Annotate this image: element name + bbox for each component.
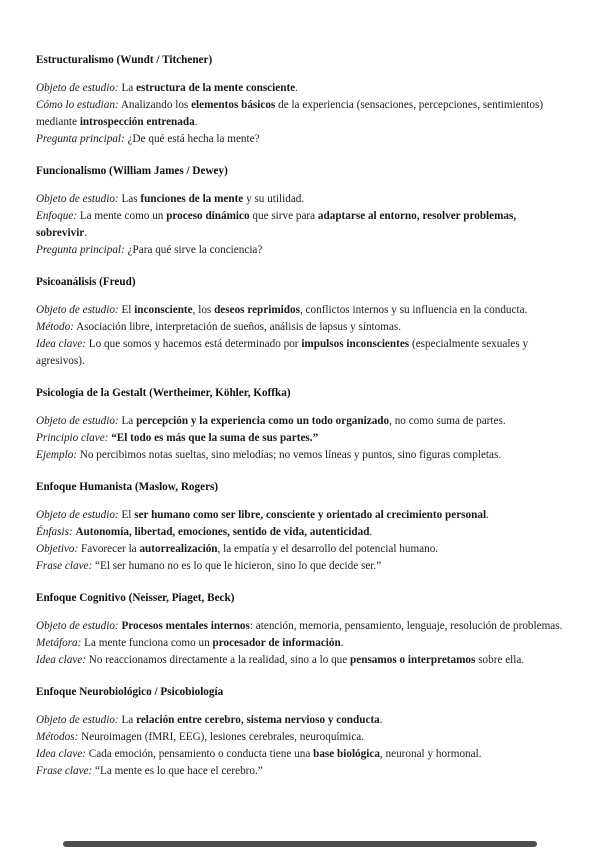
text-run: Neuroimagen (fMRI, EEG), lesiones cerebrales, neuroquímica. — [78, 731, 365, 743]
text-run: La mente funciona como un — [81, 637, 213, 649]
paragraph — [36, 712, 564, 729]
emphasis-text: Autonomía, libertad, emociones, sentido de vida, autenticidad — [75, 526, 370, 538]
field-label: Objeto de estudio: — [36, 620, 119, 632]
document-sections — [36, 52, 564, 780]
field-label: Pregunta principal: — [36, 133, 125, 145]
paragraph — [36, 729, 564, 746]
text-run: La — [118, 714, 137, 726]
text-run: , los — [192, 304, 215, 316]
emphasis-text: adaptarse al entorno, resolver problemas, sobrevivir — [36, 210, 517, 239]
paragraph — [36, 97, 564, 131]
paragraph — [36, 507, 564, 524]
emphasis-text: base biológica — [313, 748, 380, 760]
text-run: (especialmente sexuales y agresivos). — [36, 338, 529, 367]
paragraph — [36, 635, 564, 652]
section-title: Enfoque Humanista (Maslow, Rogers) — [36, 481, 219, 493]
text-run: El — [118, 304, 135, 316]
text-run: sobre ella. — [475, 654, 525, 666]
text-run: . — [340, 637, 344, 649]
section — [36, 590, 564, 669]
text-run: , conflictos internos y su influencia en la conducta. — [299, 304, 528, 316]
section — [36, 163, 564, 259]
paragraph — [36, 558, 564, 575]
section — [36, 479, 564, 575]
emphasis-text: impulsos inconscientes — [301, 338, 410, 350]
section-title: Psicoanálisis (Freud) — [36, 276, 136, 288]
text-run: . — [369, 526, 373, 538]
text-run: , no como suma de partes. — [389, 415, 506, 427]
horizontal-scrollbar-thumb[interactable] — [63, 841, 537, 847]
text-run: que sirve para — [249, 210, 318, 222]
field-label: Frase clave: — [36, 765, 93, 777]
emphasis-text: Procesos mentales internos — [121, 620, 250, 632]
paragraph — [36, 618, 564, 635]
field-label: Objeto de estudio: — [36, 714, 119, 726]
field-label: Cómo lo estudian: — [36, 99, 119, 111]
text-run: Analizando los — [118, 99, 192, 111]
section — [36, 52, 564, 148]
paragraph — [36, 447, 564, 464]
text-run: Cada emoción, pensamiento o conducta tiene una — [86, 748, 314, 760]
field-label: Enfoque: — [36, 210, 78, 222]
emphasis-text: deseos reprimidos — [214, 304, 300, 316]
text-run: La mente como un — [77, 210, 167, 222]
field-label: Objeto de estudio: — [36, 509, 119, 521]
field-label: Idea clave: — [36, 338, 86, 350]
section — [36, 274, 564, 370]
field-label: Frase clave: — [36, 560, 93, 572]
text-run: y su utilidad. — [243, 193, 305, 205]
emphasis-text: inconsciente — [134, 304, 193, 316]
field-label: Idea clave: — [36, 748, 86, 760]
emphasis-text: pensamos o interpretamos — [350, 654, 476, 666]
field-label: Énfasis: — [36, 526, 73, 538]
emphasis-text: funciones de la mente — [140, 193, 244, 205]
field-label: Objeto de estudio: — [36, 304, 119, 316]
text-run: ¿De qué está hecha la mente? — [124, 133, 260, 145]
emphasis-text: estructura de la mente consciente — [136, 82, 296, 94]
field-label: Objeto de estudio: — [36, 193, 119, 205]
text-run: , neuronal y hormonal. — [379, 748, 482, 760]
paragraph — [36, 191, 564, 208]
field-label: Métodos: — [36, 731, 79, 743]
emphasis-text: “El todo es más que la suma de sus partes.” — [111, 432, 319, 444]
field-label: Metáfora: — [36, 637, 82, 649]
emphasis-text: procesador de información — [212, 637, 341, 649]
field-label: Ejemplo: — [36, 449, 78, 461]
section — [36, 684, 564, 780]
field-label: Principio clave: — [36, 432, 109, 444]
text-run: de la experiencia (sensaciones, percepciones, sentimientos) mediante — [36, 99, 544, 128]
paragraph — [36, 302, 564, 319]
field-label: Pregunta principal: — [36, 244, 125, 256]
text-run: Lo que somos y hacemos está determinado por — [86, 338, 302, 350]
text-run: . — [486, 509, 489, 521]
paragraph — [36, 541, 564, 558]
section-title: Estructuralismo (Wundt / Titchener) — [36, 54, 213, 66]
section-title: Enfoque Neurobiológico / Psicobiología — [36, 686, 224, 698]
field-label: Objeto de estudio: — [36, 82, 119, 94]
paragraph — [36, 131, 564, 148]
emphasis-text: introspección entrenada — [79, 116, 195, 128]
paragraph — [36, 80, 564, 97]
field-label: Método: — [36, 321, 74, 333]
emphasis-text: proceso dinámico — [166, 210, 250, 222]
emphasis-text: relación entre cerebro, sistema nervioso y conducta — [136, 714, 380, 726]
section-title: Funcionalismo (William James / Dewey) — [36, 165, 228, 177]
paragraph — [36, 430, 564, 447]
text-run: Favorecer la — [78, 543, 140, 555]
section-title: Enfoque Cognitivo (Neisser, Piaget, Beck) — [36, 592, 235, 604]
text-run: Las — [118, 193, 141, 205]
text-run: El — [118, 509, 135, 521]
section-title: Psicología de la Gestalt (Wertheimer, Köhler, Koffka) — [36, 387, 291, 399]
section — [36, 385, 564, 464]
text-run: La — [118, 415, 137, 427]
paragraph — [36, 763, 564, 780]
text-run: . — [379, 714, 383, 726]
emphasis-text: elementos básicos — [191, 99, 276, 111]
text-run: No reaccionamos directamente a la realidad, sino a lo que — [86, 654, 351, 666]
text-run: : atención, memoria, pensamiento, lenguaje, resolución de problemas. — [249, 620, 563, 632]
text-run: Asociación libre, interpretación de sueños, análisis de lapsus y síntomas. — [73, 321, 402, 333]
paragraph — [36, 242, 564, 259]
paragraph — [36, 652, 564, 669]
text-run: “El ser humano no es lo que le hicieron, sino lo que decide ser.” — [92, 560, 382, 572]
field-label: Objetivo: — [36, 543, 79, 555]
text-run: . — [194, 116, 198, 128]
paragraph — [36, 413, 564, 430]
emphasis-text: ser humano como ser libre, consciente y orientado al crecimiento personal — [134, 509, 487, 521]
paragraph — [36, 319, 564, 336]
paragraph — [36, 336, 564, 370]
emphasis-text: percepción y la experiencia como un todo organizado — [136, 415, 390, 427]
field-label: Objeto de estudio: — [36, 415, 119, 427]
paragraph — [36, 746, 564, 763]
text-run: , la empatía y el desarrollo del potencial humano. — [217, 543, 439, 555]
emphasis-text: autorrealización — [139, 543, 218, 555]
text-run: . — [295, 82, 298, 94]
text-run: . — [84, 227, 88, 239]
text-run: “La mente es lo que hace el cerebro.” — [92, 765, 263, 777]
paragraph — [36, 524, 564, 541]
text-run: ¿Para qué sirve la conciencia? — [124, 244, 263, 256]
text-run: La — [118, 82, 137, 94]
field-label: Idea clave: — [36, 654, 86, 666]
text-run: No percibimos notas sueltas, sino melodías; no vemos líneas y puntos, sino figuras completas. — [77, 449, 502, 461]
paragraph — [36, 208, 564, 242]
